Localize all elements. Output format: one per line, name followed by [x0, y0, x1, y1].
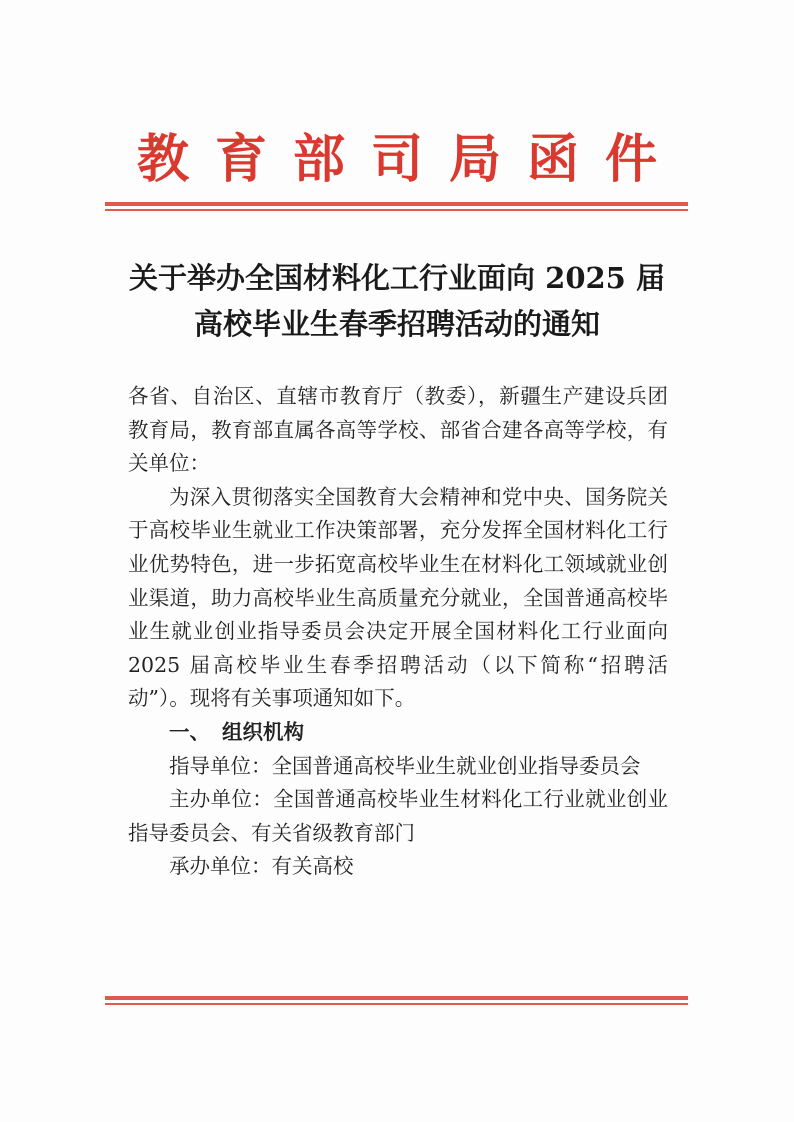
rule-thick-line — [105, 202, 688, 206]
intro-paragraph: 为深入贯彻落实全国教育大会精神和党中央、国务院关于高校毕业生就业工作决策部署，充分发挥全国材料化工行业优势特色，进一步拓宽高校毕业生在材料化工领域就业创业渠道，助力高校毕业生高质量充分就业，全国普通高校毕业生就业创业指导委员会决定开展全国材料化工行业面向 2025 届高校毕业生春季招聘活动（以下简称“招聘活动”）。现将有关事项通知如下。 — [128, 484, 668, 711]
notice-title — [100, 255, 694, 347]
section-1-title: 组织机构 — [222, 719, 304, 744]
letterhead-title: 教育部司局函件 — [136, 129, 683, 190]
letterhead-red-rule-bottom — [105, 996, 688, 1005]
section-1-heading — [128, 716, 668, 750]
rule-thick-line — [105, 996, 688, 1000]
addressees: 各省、自治区、直辖市教育厅（教委），新疆生产建设兵团教育局，教育部直属各高等学校、部省合建各高等学校，有关单位： — [128, 384, 668, 476]
section-1-number: 一、 — [169, 719, 210, 744]
letterhead-red-rule-top — [105, 202, 688, 211]
organizer-unit-line: 承办单位：有关高校 — [169, 854, 354, 879]
notice-title-line-2: 高校毕业生春季招聘活动的通知 — [193, 307, 600, 341]
host-unit-line: 主办单位：全国普通高校毕业生材料化工行业就业创业指导委员会、有关省级教育部门 — [128, 787, 668, 845]
rule-thin-line — [105, 1003, 688, 1005]
guide-unit-line: 指导单位：全国普通高校毕业生就业创业指导委员会 — [169, 753, 641, 778]
rule-thin-line — [105, 209, 688, 211]
notice-title-line-1: 关于举办全国材料化工行业面向 2025 届 — [129, 261, 665, 295]
notice-body — [128, 380, 668, 884]
